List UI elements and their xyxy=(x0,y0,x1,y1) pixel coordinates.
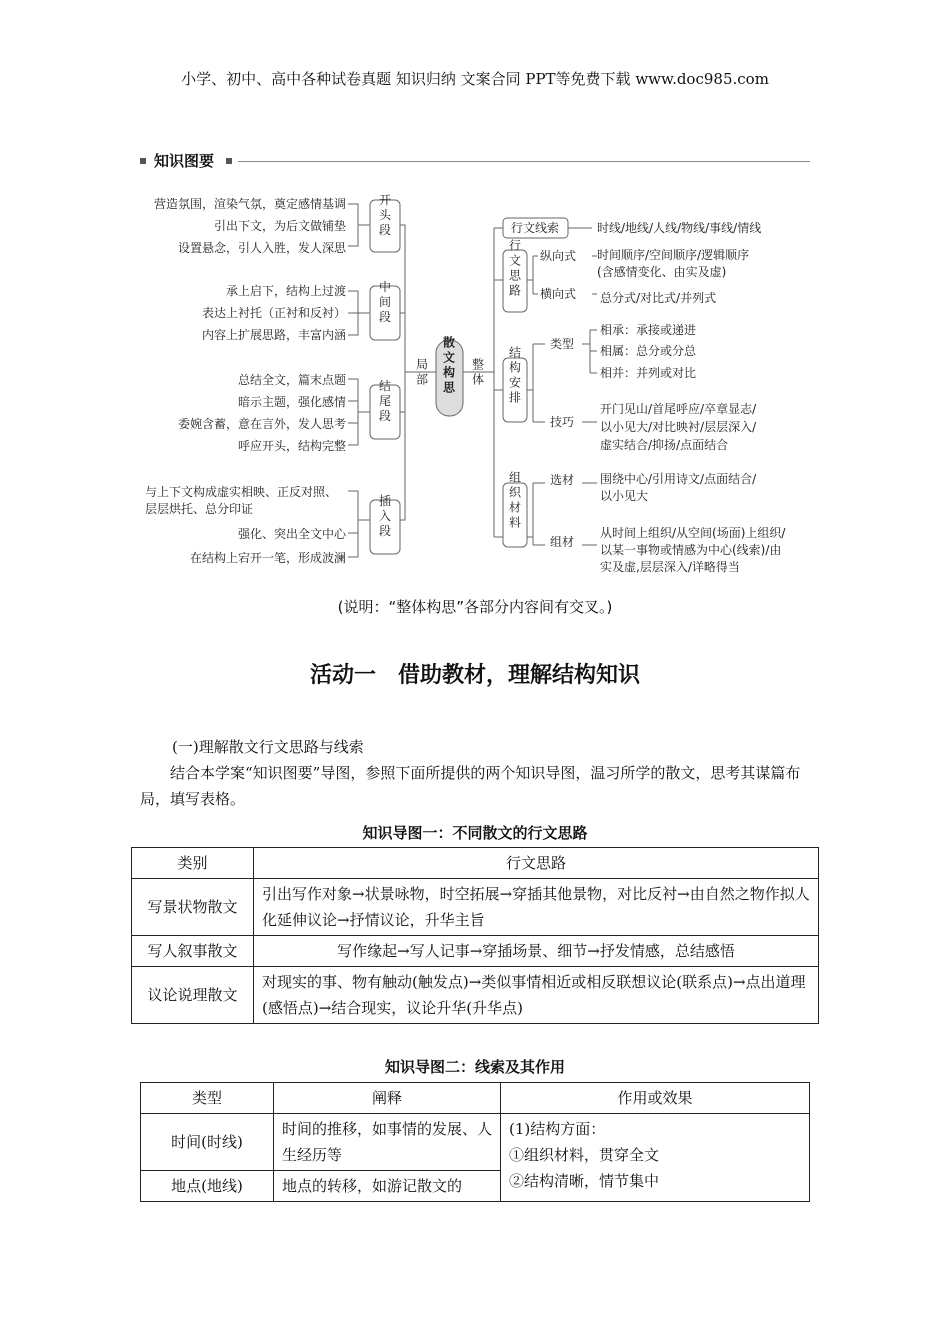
jiewei-item: 总结全文，篇末点题 xyxy=(237,373,346,387)
section-title: 知识图要 xyxy=(154,152,215,170)
table-cell: 地点的转移，如游记散文的 xyxy=(274,1171,501,1202)
table-cell: 写景状物散文 xyxy=(132,879,254,936)
charu-item: 层层烘托、总分印证 xyxy=(145,502,254,516)
leixing-label: 类型 xyxy=(550,337,575,351)
table-header: 行文思路 xyxy=(254,848,819,879)
center-node: 散文构思 xyxy=(442,335,456,395)
table-header: 作用或效果 xyxy=(501,1083,810,1114)
table-clues xyxy=(140,1082,810,1202)
xuancai-line: 以小见大 xyxy=(600,489,649,503)
label-local: 局部 xyxy=(415,357,429,387)
jiqiao-line: 以小见大/对比映衬/层层深入/ xyxy=(600,420,757,434)
table-cell: 议论说理散文 xyxy=(132,967,254,1024)
charu-item: 强化、突出全文中心 xyxy=(237,527,346,541)
table-cell: 写人叙事散文 xyxy=(132,936,254,967)
xuancai-line: 围绕中心/引用诗文/点面结合/ xyxy=(600,472,757,486)
table-cell: 时间(时线) xyxy=(141,1114,274,1171)
label-whole: 整体 xyxy=(471,357,485,387)
anpai-label: 结构安排 xyxy=(508,345,522,405)
jiqiao-line: 开门见山/首尾呼应/卒章显志/ xyxy=(600,402,757,416)
subsection-title: (一)理解散文行文思路与线索 xyxy=(172,738,364,756)
zucai-label: 组材 xyxy=(550,535,575,549)
heng-text: 总分式/对比式/并列式 xyxy=(600,291,717,305)
table-cell: 地点(地线) xyxy=(141,1171,274,1202)
leixing-item: 相承：承接或递进 xyxy=(600,323,697,337)
diagram-note: (说明：“整体构思”各部分内容间有交叉。) xyxy=(337,598,613,616)
kaitou-item: 设置悬念，引人入胜，发人深思 xyxy=(177,241,346,255)
jiqiao-label: 技巧 xyxy=(550,415,575,429)
leixing-item: 相并：并列或对比 xyxy=(600,366,697,380)
xiansuo-text: 时线/地线/人线/物线/事线/情线 xyxy=(597,221,762,235)
group-zhongjian: 中间段 xyxy=(378,280,392,324)
zhongjian-item: 表达上衬托（正衬和反衬） xyxy=(201,306,346,320)
activity-title: 活动一 借助教材，理解结构知识 xyxy=(309,663,640,688)
table-writing-approach xyxy=(131,847,819,1024)
group-charu: 插入段 xyxy=(378,494,392,538)
zong-line: 时间顺序/空间顺序/逻辑顺序 xyxy=(597,248,750,262)
silu-label: 行文思路 xyxy=(508,238,522,298)
group-jiewei: 结尾段 xyxy=(378,379,392,423)
mind-map xyxy=(0,180,950,580)
instruction-paragraph: 结合本学案“知识图要”导图，参照下面所提供的两个知识导图，温习所学的散文，思考其谋篇布局，填写表格。 xyxy=(140,764,801,808)
kaitou-item: 引出下文，为后文做铺垫 xyxy=(213,219,346,233)
table-header: 类型 xyxy=(141,1083,274,1114)
divider xyxy=(238,161,810,162)
section-heading xyxy=(140,150,810,174)
zhongjian-item: 承上启下，结构上过渡 xyxy=(225,284,346,298)
table-cell: 对现实的事、物有触动(触发点)→类似事情相近或相反联想议论(联系点)→点出道理(感悟点)→结合现实，议论升华(升华点) xyxy=(254,967,819,1024)
xiansuo-label: 行文线索 xyxy=(510,221,560,235)
zong-line: (含感情变化、由实及虚) xyxy=(597,265,727,279)
jiewei-item: 暗示主题，强化感情 xyxy=(237,395,346,409)
leixing-item: 相属：总分或分总 xyxy=(600,344,697,358)
page-header: 小学、初中、高中各种试卷真题 知识归纳 文案合同 PPT等免费下载 www.doc985.com xyxy=(181,70,769,88)
group-kaitou: 开头段 xyxy=(378,193,392,237)
table1-caption: 知识导图一：不同散文的行文思路 xyxy=(362,824,588,842)
square-bullet-icon xyxy=(226,158,232,164)
zucai-line: 以某一事物或情感为中心(线索)/由 xyxy=(600,543,782,557)
table-row xyxy=(141,1114,810,1171)
table-cell: 引出写作对象→状景咏物，时空拓展→穿插其他景物，对比反衬→由自然之物作拟人化延伸议论→抒情议论，升华主旨 xyxy=(254,879,819,936)
table-cell: 时间的推移，如事情的发展、人生经历等 xyxy=(274,1114,501,1171)
heng-label: 横向式 xyxy=(540,287,577,301)
cailiao-label: 组织材料 xyxy=(508,470,522,530)
xuancai-label: 选材 xyxy=(550,473,575,487)
table-header: 类别 xyxy=(132,848,254,879)
effect-line: ①组织材料，贯穿全文 xyxy=(509,1146,660,1164)
table-row xyxy=(132,936,819,967)
charu-item: 与上下文构成虚实相映、正反对照、 xyxy=(145,485,338,499)
table-header: 阐释 xyxy=(274,1083,501,1114)
zong-label: 纵向式 xyxy=(540,249,577,263)
effect-line: ②结构清晰，情节集中 xyxy=(509,1172,660,1190)
zhongjian-item: 内容上扩展思路，丰富内涵 xyxy=(201,328,346,342)
jiewei-item: 委婉含蓄，意在言外，发人思考 xyxy=(177,417,346,431)
jiqiao-line: 虚实结合/抑扬/点面结合 xyxy=(600,438,729,452)
square-bullet-icon xyxy=(140,158,146,164)
effect-line: (1)结构方面： xyxy=(509,1120,606,1138)
table-cell: 写作缘起→写人记事→穿插场景、细节→抒发情感，总结感悟 xyxy=(254,936,819,967)
zucai-line: 从时间上组织/从空间(场面)上组织/ xyxy=(600,526,786,540)
table2-caption: 知识导图二：线索及其作用 xyxy=(384,1058,565,1076)
kaitou-item: 营造氛围，渲染气氛，奠定感情基调 xyxy=(153,197,346,211)
charu-item: 在结构上宕开一笔，形成波澜 xyxy=(189,551,346,565)
effect-cell xyxy=(501,1114,810,1202)
table-row xyxy=(132,967,819,1024)
zucai-line: 实及虚,层层深入/详略得当 xyxy=(600,560,740,574)
jiewei-item: 呼应开头，结构完整 xyxy=(237,439,346,453)
table-row xyxy=(132,879,819,936)
